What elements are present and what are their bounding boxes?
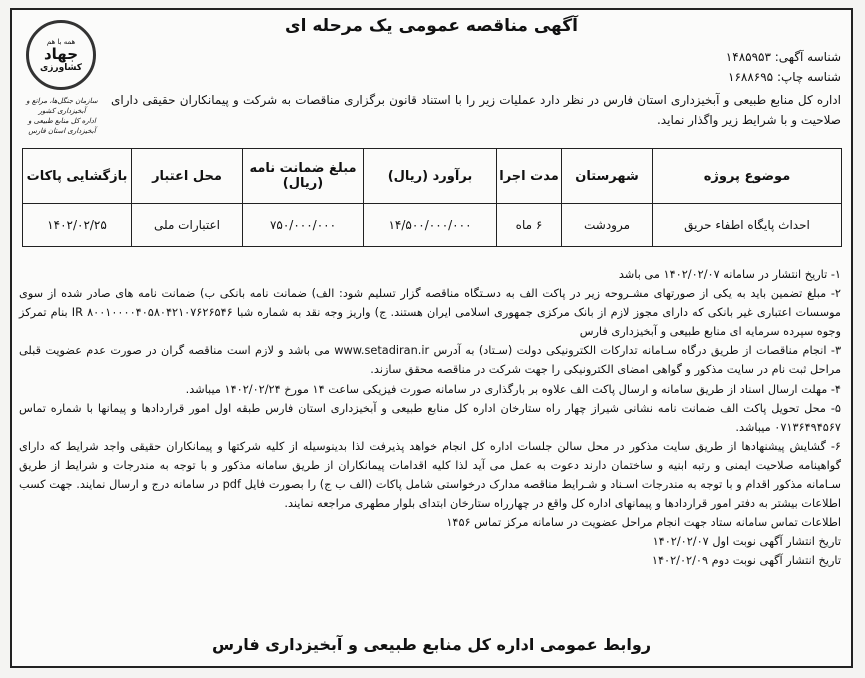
publish-date-first: تاریخ انتشار آگهی نوبت اول ۱۴۰۲/۰۲/۰۷ xyxy=(652,535,841,549)
table-header-row xyxy=(23,149,842,204)
condition-item: ۶- گشایش پیشنهادها از طریق سایت مذکور در محل سالن جلسات اداره کل انجام خواهد پذیرفت لذا بدینوسیله از کلیه شرکتها و پیمانکاران حقیقی واجد شرایط که دارای گواهینامه صلاحیت ایمنی و رتبه ابنیه و ساختمان دارند دعوت به عمل می آید لذا کلیه اقدامات پیمانکاران از طریق سامانه مذکور و با توجه به مندرجات و شرایط از طریق سـامانه مذکور اقدام و با توجه به مندرجات اسـناد و شـرایط مناقصه مدارک درخواستی شامل پاکات (الف ب ج) را بصورت فایل pdf در سامانه درج و ارسال نمایند. جهت کسب اطلاعات بیشتر به دفتر امور قراردادها و پیمانهای اداره کل واقع در چهارراه ستارخان ابتدای بلوار مطهری مراجعه نمایند. xyxy=(19,439,841,511)
header-guarantee: مبلغ ضمانت نامه (ریال) xyxy=(243,149,364,204)
cell-duration: ۶ ماه xyxy=(497,204,562,247)
tender-table xyxy=(22,148,842,247)
contact-info: اطلاعات تماس سامانه ستاد جهت انجام مراحل عضویت در سامانه مرکز تماس ۱۴۵۶ xyxy=(446,516,841,530)
cell-guarantee: ۷۵۰/۰۰۰/۰۰۰ xyxy=(243,204,364,247)
logo-slogan: همه با هم xyxy=(46,37,76,46)
cell-opening: ۱۴۰۲/۰۲/۲۵ xyxy=(23,204,132,247)
table-row xyxy=(23,204,842,247)
header-opening: بازگشایی پاکات xyxy=(23,149,132,204)
cell-estimate: ۱۴/۵۰۰/۰۰۰/۰۰۰ xyxy=(364,204,497,247)
notice-frame xyxy=(10,8,853,668)
header-funding: محل اعتبار xyxy=(132,149,243,204)
cell-subject: احداث پایگاه اطفاء حریق xyxy=(653,204,842,247)
organization-line-1: سازمان جنگل‌ها، مراتع و آبخیزداری کشور xyxy=(26,97,98,115)
condition-item: ۱- تاریخ انتشار در سامانه ۱۴۰۲/۰۲/۰۷ می باشد xyxy=(618,268,841,281)
header-duration: مدت اجرا xyxy=(497,149,562,204)
notice-title: آگهی مناقصه عمومی یک مرحله ای xyxy=(285,16,578,36)
intro-paragraph: اداره کل منابع طبیعی و آبخیزداری استان فارس در نظر دارد عملیات زیر را با استناد قانون برگزاری مناقصات به شرکت و پیمانکاران حقیقی دارای صلاحیت و با شرایط زیر واگذار نماید. xyxy=(111,93,841,127)
condition-item: ۳- انجام مناقصات از طریق درگاه سـامانه تدارکات الکترونیکی دولت (سـتاد) به آدرس www.setadiran.ir می باشد و لازم است مناقصه گران در صورت عدم عضویت قبلی مراحل ثبت نام در سایت مذکور و گواهی امضای الکترونیکی را جهت شرکت در مناقصه محقق سازند. xyxy=(19,344,842,377)
condition-item: ۵- محل تحویل پاکت الف ضمانت نامه نشانی شیراز چهار راه ستارخان اداره کل منابع طبیعی و آبخیزداری استان فارس طبقه اول امور قراردادها و پیمانها با شماره تماس ۰۷۱۳۶۴۹۴۵۶۷ میباشد. xyxy=(19,401,841,434)
conditions-list xyxy=(19,265,841,571)
footer-signature: روابط عمومی اداره کل منابع طبیعی و آبخیزداری فارس xyxy=(211,635,652,654)
publish-date-second: تاریخ انتشار آگهی نوبت دوم ۱۴۰۲/۰۲/۰۹ xyxy=(651,554,841,568)
logo-word-1: جهاد xyxy=(43,44,79,63)
cell-funding: اعتبارات ملی xyxy=(132,204,243,247)
jahad-logo xyxy=(26,20,96,90)
print-id: شناسه چاپ: ۱۶۸۸۶۹۵ xyxy=(728,70,841,84)
organization-caption xyxy=(16,96,108,136)
condition-item: ۴- مهلت ارسال اسناد از طریق سامانه و ارسال پاکت الف علاوه بر بارگذاری در سامانه صورت فیزیکی ساعت ۱۴ مورخ ۱۴۰۲/۰۲/۲۴ میباشد. xyxy=(185,382,841,396)
logo-word-2: کشاورزی xyxy=(40,62,82,73)
ad-id: شناسه آگهی: ۱۴۸۵۹۵۳ xyxy=(725,50,841,64)
organization-line-2: اداره کل منابع طبیعی و آبخیزداری استان فارس xyxy=(28,117,96,135)
header-subject: موضوع پروژه xyxy=(653,149,842,204)
cell-city: مرودشت xyxy=(562,204,653,247)
header-city: شهرستان xyxy=(562,149,653,204)
condition-item: ۲- مبلغ تضمین باید به یکی از صورتهای مشـروحه زیر در پاکت الف به دسـتگاه مناقصه گزار تسلیم شود: الف) ضمانت نامه بانکی ب) ضمانت نامه های صادر شده از سوی موسسات اعتباری غیر بانکی که دارای مجوز لازم از بانک مرکزی جمهوری اسلامی ایران هستند. ج) واریز وجه نقد به شماره شبا IR ۸۰۰۱۰۰۰۰۴۰۵۸۰۴۲۱۰۷۶۲۶۵۴۶ بنام تمرکز وجوه سپرده سرمایه ای منابع طبیعی و آبخیزداری فارس xyxy=(19,287,841,339)
header-estimate: برآورد (ریال) xyxy=(364,149,497,204)
